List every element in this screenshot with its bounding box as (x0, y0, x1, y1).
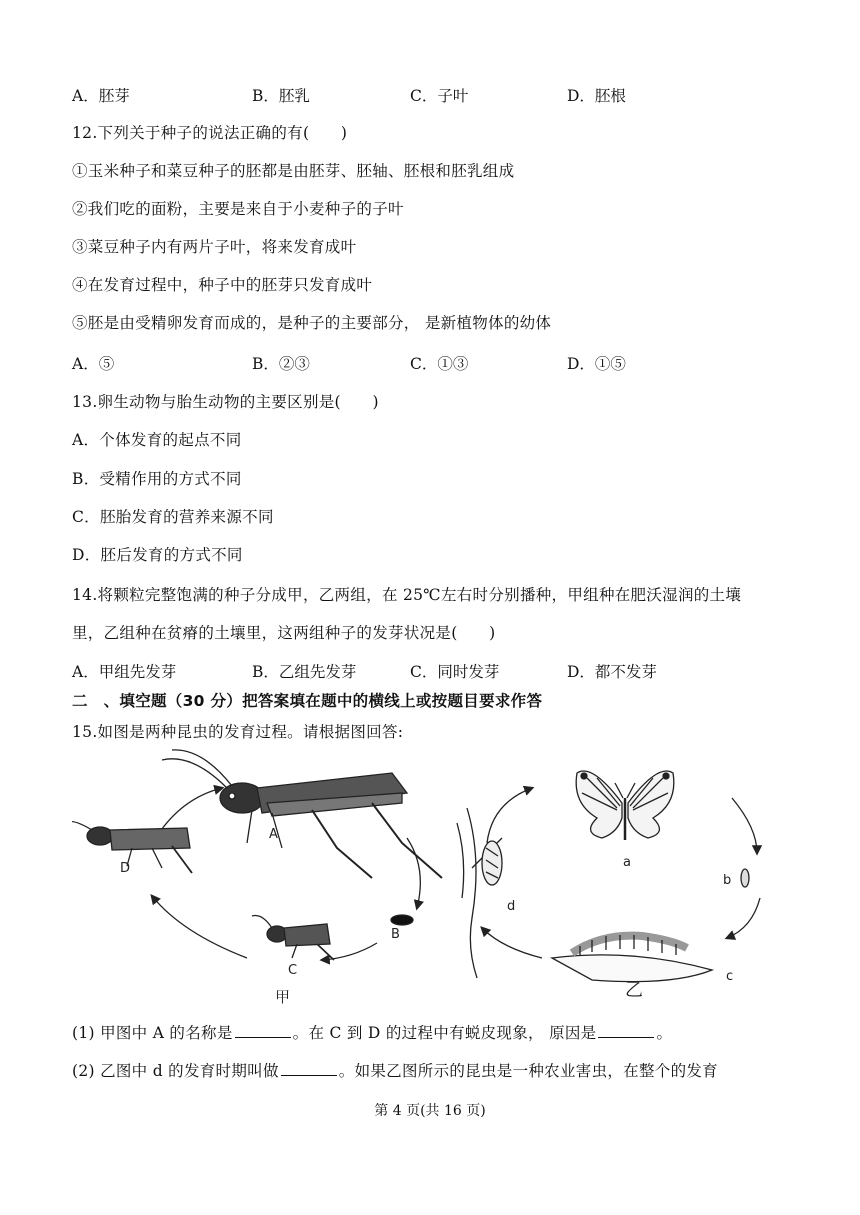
q15-sub2-part1: (2) 乙图中 d 的发育时期叫做 (72, 1062, 279, 1080)
grasshopper-adult-icon (162, 750, 442, 878)
q12-statement-4: ④在发育过程中，种子中的胚芽只发育成叶 (72, 276, 373, 294)
q13-stem: 13.卵生动物与胎生动物的主要区别是( ) (72, 393, 379, 411)
butterfly-egg-icon (741, 869, 749, 887)
section-2-heading: 二 、填空题（30 分）把答案填在题中的横线上或按题目要求作答 (72, 692, 543, 710)
grasshopper-egg-icon (391, 915, 413, 925)
answer-blank[interactable] (281, 1074, 337, 1076)
q13-option-a: A．个体发育的起点不同 (72, 431, 242, 449)
q11-option-d: D．胚根 (567, 87, 626, 105)
label-A: A (269, 827, 278, 842)
label-c: c (726, 969, 734, 984)
q11-option-b: B．胚乳 (252, 87, 310, 105)
grasshopper-nymph-large-icon (72, 822, 192, 873)
q14-option-c: C．同时发芽 (410, 663, 500, 681)
q12-stem: 12.下列关于种子的说法正确的有( ) (72, 124, 348, 142)
q12-option-c: C．①③ (410, 355, 469, 373)
q12-statement-2: ②我们吃的面粉，主要是来自于小麦种子的子叶 (72, 200, 404, 218)
label-B: B (391, 927, 400, 942)
caterpillar-icon (552, 935, 712, 982)
q14-stem-line2: 里，乙组种在贫瘠的土壤里，这两组种子的发芽状况是( ) (72, 624, 496, 642)
answer-blank[interactable] (235, 1036, 291, 1038)
q12-option-a: A．⑤ (72, 355, 115, 373)
butterfly-cycle (457, 771, 760, 982)
q12-statement-5: ⑤胚是由受精卵发育而成的，是种子的主要部分， 是新植物体的幼体 (72, 314, 552, 332)
label-d: d (507, 899, 516, 914)
q12-option-d: D．①⑤ (567, 355, 626, 373)
q15-sub2-part2: 。如果乙图所示的昆虫是一种农业害虫，在整个的发育 (338, 1062, 718, 1080)
label-a: a (623, 855, 631, 870)
q13-option-c: C．胚胎发育的营养来源不同 (72, 508, 274, 526)
q15-sub1-part2: 。在 C 到 D 的过程中有蜕皮现象， 原因是 (292, 1024, 597, 1042)
q15-sub2 (72, 1059, 718, 1081)
q15-sub1 (72, 1021, 672, 1043)
grasshopper-nymph-small-icon (252, 916, 334, 961)
q13-option-b: B．受精作用的方式不同 (72, 470, 242, 488)
q15-sub1-part3: 。 (656, 1024, 673, 1042)
q14-option-a: A．甲组先发芽 (72, 663, 177, 681)
q14-stem-line1: 14.将颗粒完整饱满的种子分成甲，乙两组，在 25℃左右时分别播种，甲组种在肥沃湿润的土壤 (72, 586, 742, 604)
q12-option-b: B．②③ (252, 355, 310, 373)
grasshopper-cycle (72, 750, 442, 960)
q13-option-d: D．胚后发育的方式不同 (72, 546, 243, 564)
caption-yi: 乙 (625, 980, 643, 1001)
page-footer: 第 4 页(共 16 页) (374, 1103, 486, 1119)
q14-option-d: D．都不发芽 (567, 663, 657, 681)
q15-sub1-part1: (1) 甲图中 A 的名称是 (72, 1024, 233, 1042)
butterfly-adult-icon (576, 771, 674, 840)
q12-statement-3: ③菜豆种子内有两片子叶，将来发育成叶 (72, 238, 357, 256)
answer-blank[interactable] (598, 1036, 654, 1038)
label-b: b (723, 873, 732, 888)
q11-option-c: C．子叶 (410, 87, 469, 105)
chrysalis-icon (457, 808, 502, 978)
q12-statement-1: ①玉米种子和菜豆种子的胚都是由胚芽、胚轴、胚根和胚乳组成 (72, 162, 515, 180)
q11-option-a: A．胚芽 (72, 87, 130, 105)
insect-life-cycle-figure (72, 748, 796, 1010)
q15-stem: 15.如图是两种昆虫的发育过程。请根据图回答: (72, 723, 404, 741)
label-C: C (288, 963, 298, 978)
q14-option-b: B．乙组先发芽 (252, 663, 357, 681)
caption-jia: 甲 (275, 988, 291, 1006)
label-D: D (120, 861, 131, 876)
